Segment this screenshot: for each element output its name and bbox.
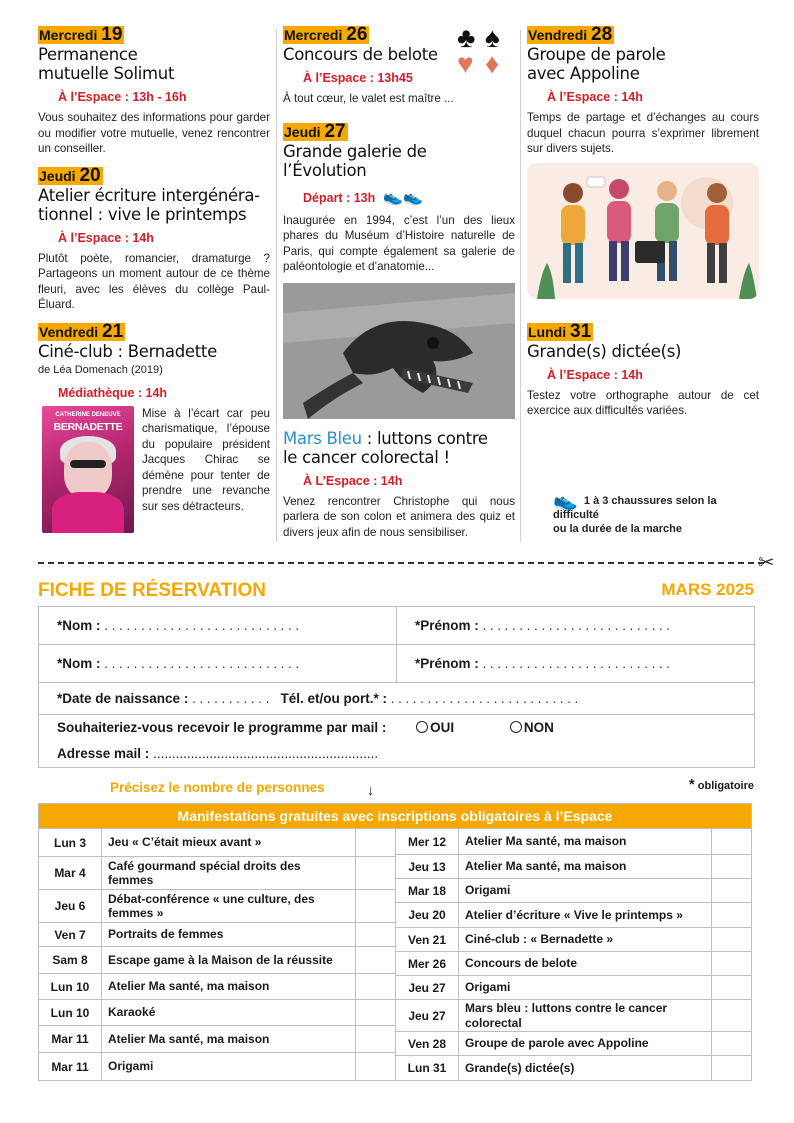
form-row	[39, 607, 754, 645]
row-event-name: Atelier d’écriture « Vive le printemps »	[458, 903, 711, 927]
shoe-icon: 👟	[553, 490, 578, 512]
person-count-cell[interactable]	[711, 855, 751, 878]
person-count-cell[interactable]	[711, 928, 751, 951]
row-event-name: Débat-conférence « une culture, des femmes »	[101, 890, 355, 922]
table-left-column	[39, 828, 395, 1080]
table-row	[396, 1055, 751, 1080]
form-row	[39, 715, 754, 767]
event-date: Mercredi 26	[284, 24, 368, 45]
row-event-name: Karaoké	[101, 1000, 355, 1025]
table-row	[39, 889, 395, 922]
event-title: Permanence mutuelle Solimut	[38, 45, 175, 83]
table-row	[39, 828, 395, 856]
event-title: Groupe de parole avec Appoline	[527, 45, 666, 83]
person-count-cell[interactable]	[355, 829, 395, 856]
table-row	[396, 854, 751, 878]
row-date: Jeu 27	[408, 980, 446, 995]
row-date: Mar 18	[407, 883, 447, 898]
table-row	[396, 975, 751, 999]
row-event-name: Origami	[458, 976, 711, 999]
row-date: Lun 10	[50, 1005, 90, 1020]
table-header: Manifestations gratuites avec inscriptions obligatoires à l’Espace	[39, 804, 751, 828]
prenom-field-2[interactable]: *Prénom : ..........................	[396, 645, 754, 682]
row-date: Jeu 27	[408, 1008, 446, 1023]
nom-field-2[interactable]: *Nom : ...........................	[57, 656, 303, 671]
row-event-name: Origami	[458, 879, 711, 902]
event-description: Temps de partage et d’échanges au cours duquel chacun pourra s’exprimer librement sur divers sujets.	[527, 111, 759, 155]
row-event-name: Escape game à la Maison de la réussite	[101, 947, 355, 973]
event-subtitle: de Léa Domenach (2019)	[38, 363, 163, 376]
row-event-name: Ciné-club : « Bernadette »	[458, 928, 711, 951]
table-row	[39, 1025, 395, 1052]
row-date: Ven 7	[54, 927, 86, 942]
table-row	[39, 1052, 395, 1080]
scissors-icon: ✂	[758, 552, 775, 574]
table-row	[39, 946, 395, 973]
event-date: Jeudi 27	[284, 120, 346, 142]
person-count-cell[interactable]	[355, 923, 395, 946]
event-description: Plutôt poète, romancier, dramaturge ? Partageons un moment autour de ce thème fleuri, avec les élèves du collège Paul-Éluard.	[38, 251, 270, 311]
event-description: Vous souhaitez des informations pour garder ou modifier votre mutuelle, venez rencontrer un conseiller.	[38, 111, 270, 155]
person-count-cell[interactable]	[711, 1032, 751, 1055]
table-row	[396, 902, 751, 927]
person-count-cell[interactable]	[711, 903, 751, 927]
row-event-name: Groupe de parole avec Appoline	[458, 1032, 711, 1055]
table-right-column	[395, 828, 751, 1080]
table-row	[39, 922, 395, 946]
row-date: Lun 31	[407, 1061, 447, 1075]
row-date: Mar 11	[51, 1059, 89, 1074]
events-column-2	[283, 22, 515, 550]
cut-line	[38, 562, 764, 564]
event-date: Jeudi 20	[39, 164, 101, 186]
event-title: Mars Bleu : luttons contre le cancer colorectal !	[283, 428, 488, 467]
row-event-name: Café gourmand spécial droits des femmes	[101, 857, 355, 889]
event-title: Concours de belote	[283, 45, 438, 64]
event-title: Ciné-club : Bernadette	[38, 341, 217, 361]
table-row	[396, 878, 751, 902]
row-date: Lun 10	[50, 979, 90, 994]
event-jeudi-20	[38, 164, 270, 313]
event-title: Atelier écriture intergénéra- tionnel : vive le printemps	[38, 185, 260, 224]
event-vendredi-21	[38, 320, 270, 515]
dinosaur-skeleton-photo	[283, 283, 515, 419]
event-description: Venez rencontrer Christophe qui nous parlera de son colon et animera des quiz et divers jeux afin de nous sensibiliser.	[283, 494, 515, 539]
event-location: À l’Espace : 13h - 16h	[58, 90, 187, 104]
birthdate-phone-field[interactable]: *Date de naissance : ........... Tél. et/ou port.* : ..........................	[57, 691, 582, 706]
event-mercredi-26	[283, 22, 515, 107]
row-date: Mer 12	[407, 834, 447, 849]
event-mars-bleu	[283, 429, 515, 541]
person-count-cell[interactable]	[711, 829, 751, 854]
event-description: Inaugurée en 1994, c’est l’un des lieux phares du Muséum d’Histoire naturelle de Paris, qui compte également sa galerie de paléontologie et d’anatomie...	[283, 213, 515, 273]
prenom-field-1[interactable]: *Prénom : ..........................	[396, 607, 754, 644]
person-count-cell[interactable]	[711, 1056, 751, 1080]
row-date: Ven 28	[407, 1036, 447, 1051]
reservation-month: MARS 2025	[661, 580, 754, 599]
events-registration-table	[38, 803, 752, 1081]
event-mercredi-19	[38, 26, 270, 157]
column-divider	[520, 30, 521, 542]
poster-actor: CATHERINE DENEUVE	[55, 411, 121, 418]
row-event-name: Grande(s) dictée(s)	[458, 1056, 711, 1080]
event-location: À l’Espace : 14h	[58, 230, 154, 245]
row-event-name: Atelier Ma santé, ma maison	[458, 855, 711, 878]
discussion-group-illustration	[527, 163, 759, 299]
events-column-1	[38, 26, 270, 537]
event-date: Mercredi 19	[39, 24, 123, 45]
row-event-name: Mars bleu : luttons contre le cancer colorectal	[458, 1000, 711, 1031]
table-row	[396, 999, 751, 1031]
non-label: NON	[523, 720, 554, 735]
non-radio[interactable]	[510, 721, 522, 733]
specify-count-note: Précisez le nombre de personnes	[110, 780, 325, 795]
table-row	[396, 828, 751, 854]
person-count-cell[interactable]	[355, 1000, 395, 1025]
row-date: Jeu 13	[408, 859, 446, 874]
column-divider	[276, 30, 277, 542]
person-count-cell[interactable]	[355, 1053, 395, 1080]
poster-title: BERNADETTE	[53, 420, 123, 433]
row-event-name: Portraits de femmes	[101, 923, 355, 946]
reservation-title: FICHE DE RÉSERVATION	[38, 580, 267, 601]
mail-question: Souhaiteriez-vous recevoir le programme par mail : OUI NON	[57, 720, 554, 735]
event-title: Grande(s) dictée(s)	[527, 341, 682, 361]
row-event-name: Atelier Ma santé, ma maison	[458, 829, 711, 854]
row-date: Jeu 20	[408, 908, 446, 922]
table-row	[396, 1031, 751, 1055]
row-event-name: Atelier Ma santé, ma maison	[101, 974, 355, 999]
difficulty-legend: 👟 1 à 3 chaussures selon la difficulté ou la durée de la marche	[553, 490, 717, 535]
movie-poster	[42, 406, 134, 533]
event-location: Médiathèque : 14h	[58, 385, 168, 400]
person-count-cell[interactable]	[355, 947, 395, 973]
row-event-name: Origami	[101, 1053, 355, 1080]
row-date: Jeu 6	[54, 899, 86, 913]
row-event-name: Atelier Ma santé, ma maison	[101, 1026, 355, 1052]
form-row	[39, 645, 754, 683]
row-date: Mer 26	[407, 956, 447, 971]
row-date: Ven 21	[407, 932, 447, 947]
event-lundi-31	[527, 320, 759, 419]
person-count-cell[interactable]	[355, 1026, 395, 1052]
events-column-3	[527, 26, 759, 429]
form-row	[39, 683, 754, 715]
event-description: Testez votre orthographe autour de cet exercice aux difficultés variées.	[527, 388, 759, 417]
person-count-cell[interactable]	[711, 1000, 751, 1031]
table-row	[39, 999, 395, 1025]
event-location: À l’Espace : 14h	[547, 90, 643, 104]
event-location: À L’Espace : 14h	[303, 473, 403, 488]
event-jeudi-27	[283, 120, 515, 419]
row-date: Mar 4	[54, 866, 86, 880]
playing-cards-icon: ♣ ♠ ♥ ♦	[457, 22, 500, 79]
person-count-cell[interactable]	[711, 976, 751, 999]
person-count-cell[interactable]	[711, 952, 751, 975]
shoe-icon: 👟👟	[383, 188, 424, 206]
email-field[interactable]: Adresse mail : ............................................................	[57, 746, 379, 761]
person-count-cell[interactable]	[355, 974, 395, 999]
reservation-form	[38, 606, 755, 768]
event-location: À l’Espace : 13h45	[303, 71, 413, 85]
oui-radio[interactable]	[416, 721, 428, 733]
row-date: Mar 11	[51, 1032, 89, 1046]
row-event-name: Concours de belote	[458, 952, 711, 975]
table-row	[39, 856, 395, 889]
event-date: Lundi 31	[528, 320, 592, 342]
nom-field-1[interactable]: *Nom : ...........................	[57, 618, 303, 633]
event-title: Grande galerie de l’Évolution	[283, 141, 427, 180]
event-location: Départ : 13h 👟👟	[303, 188, 424, 206]
oui-label: OUI	[430, 720, 455, 735]
event-description: Mise à l’écart car peu charismatique, l’épouse du populaire président Jacques Chirac se démène pour tenter de prendre une revanche sur ses détracteurs.	[142, 406, 270, 513]
event-description: À tout cœur, le valet est maître ...	[283, 92, 454, 105]
event-date: Vendredi 28	[528, 24, 613, 45]
table-row	[396, 951, 751, 975]
mandatory-note: * obligatoire	[688, 776, 754, 793]
person-count-cell[interactable]	[355, 857, 395, 889]
event-location: À l’Espace : 14h	[547, 367, 643, 382]
row-event-name: Jeu « C’était mieux avant »	[101, 829, 355, 856]
table-row	[39, 973, 395, 999]
person-count-cell[interactable]	[355, 890, 395, 922]
row-date: Sam 8	[52, 953, 88, 967]
table-row	[396, 927, 751, 951]
event-date: Vendredi 21	[39, 320, 124, 342]
event-vendredi-28	[527, 26, 759, 299]
row-date: Lun 3	[54, 835, 86, 850]
person-count-cell[interactable]	[711, 879, 751, 902]
arrow-down-icon: ↓	[367, 782, 374, 798]
